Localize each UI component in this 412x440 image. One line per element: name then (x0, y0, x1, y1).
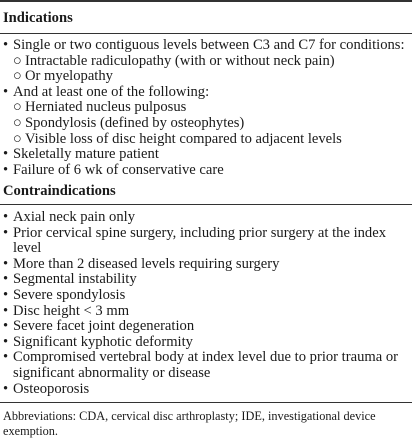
list-item-text: Disc height < 3 mm (13, 302, 130, 319)
footnote-rule (0, 402, 412, 403)
bullet-icon: • (3, 37, 9, 53)
bullet-icon: • (3, 333, 9, 350)
list-item-text: Spondylosis (defined by osteophytes) (25, 114, 245, 131)
list-item-text: And at least one of the following: (13, 83, 210, 100)
list-item (0, 335, 412, 351)
indications-heading-rule (0, 33, 412, 34)
list-item-text: Intractable radiculopathy (with or without neck pain) (25, 52, 335, 69)
list-item-text: Single or two contiguous levels between C3 and C7 for conditions: (13, 37, 405, 53)
contraindications-heading-rule (0, 204, 412, 205)
list-item-text: Significant kyphotic deformity (13, 333, 193, 350)
list-item (0, 382, 412, 398)
bullet-icon: • (3, 380, 9, 397)
list-item (0, 163, 412, 179)
list-item-text: Axial neck pain only (13, 209, 135, 225)
bullet-icon: • (3, 224, 9, 241)
list-item-text: Prior cervical spine surgery, including prior surgery at the index (13, 224, 386, 241)
bullet-icon: • (3, 83, 9, 100)
list-item-text: Or myelopathy (25, 68, 113, 85)
list-item-continuation (0, 366, 412, 382)
list-item-text: Herniated nucleus pulposus (25, 99, 187, 116)
list-item-text: significant abnormality or disease (13, 364, 211, 381)
sub-list-item (0, 132, 412, 148)
sub-list-item (0, 100, 412, 116)
list-item-text: Failure of 6 wk of conservative care (13, 161, 224, 178)
bullet-icon: • (3, 271, 9, 288)
sub-list-item (0, 116, 412, 132)
list-item (0, 226, 412, 242)
list-item-text: More than 2 diseased levels requiring surgery (13, 255, 280, 272)
list-item-text: Osteoporosis (13, 380, 90, 397)
bullet-icon: • (3, 209, 9, 225)
circle-bullet-icon: ○ (13, 52, 22, 69)
list-item (0, 147, 412, 163)
list-item-continuation (0, 241, 412, 257)
list-item (0, 350, 412, 366)
list-item-text: Skeletally mature patient (13, 146, 159, 163)
bullet-icon: • (3, 302, 9, 319)
list-item (0, 304, 412, 320)
circle-bullet-icon: ○ (13, 68, 22, 85)
abbreviations-footnote: Abbreviations: CDA, cervical disc arthroplasty; IDE, investigational device exemption. (3, 409, 376, 438)
indications-list (0, 38, 412, 178)
list-item (0, 85, 412, 101)
bullet-icon: • (3, 146, 9, 163)
bullet-icon: • (3, 255, 9, 272)
circle-bullet-icon: ○ (13, 114, 22, 131)
circle-bullet-icon: ○ (13, 130, 22, 147)
sub-list-item (0, 69, 412, 85)
bullet-icon: • (3, 349, 9, 366)
list-item (0, 288, 412, 304)
list-item-text: Severe spondylosis (13, 286, 126, 303)
list-item (0, 38, 412, 54)
list-item (0, 319, 412, 335)
bullet-icon: • (3, 161, 9, 178)
contraindications-heading: Contraindications (3, 183, 116, 199)
table-top-rule (0, 0, 412, 2)
circle-bullet-icon: ○ (13, 99, 22, 116)
bullet-icon: • (3, 286, 9, 303)
list-item-text: Visible loss of disc height compared to adjacent levels (25, 130, 342, 147)
bullet-icon: • (3, 318, 9, 335)
list-item (0, 257, 412, 273)
indications-heading: Indications (3, 10, 73, 26)
list-item (0, 210, 412, 226)
list-item (0, 272, 412, 288)
list-item-text: Severe facet joint degeneration (13, 318, 195, 335)
list-item-text: Segmental instability (13, 271, 137, 288)
contraindications-list (0, 210, 412, 397)
sub-list-item (0, 54, 412, 70)
list-item-text: Compromised vertebral body at index level due to prior trauma or (13, 349, 399, 366)
list-item-text: level (13, 240, 42, 257)
